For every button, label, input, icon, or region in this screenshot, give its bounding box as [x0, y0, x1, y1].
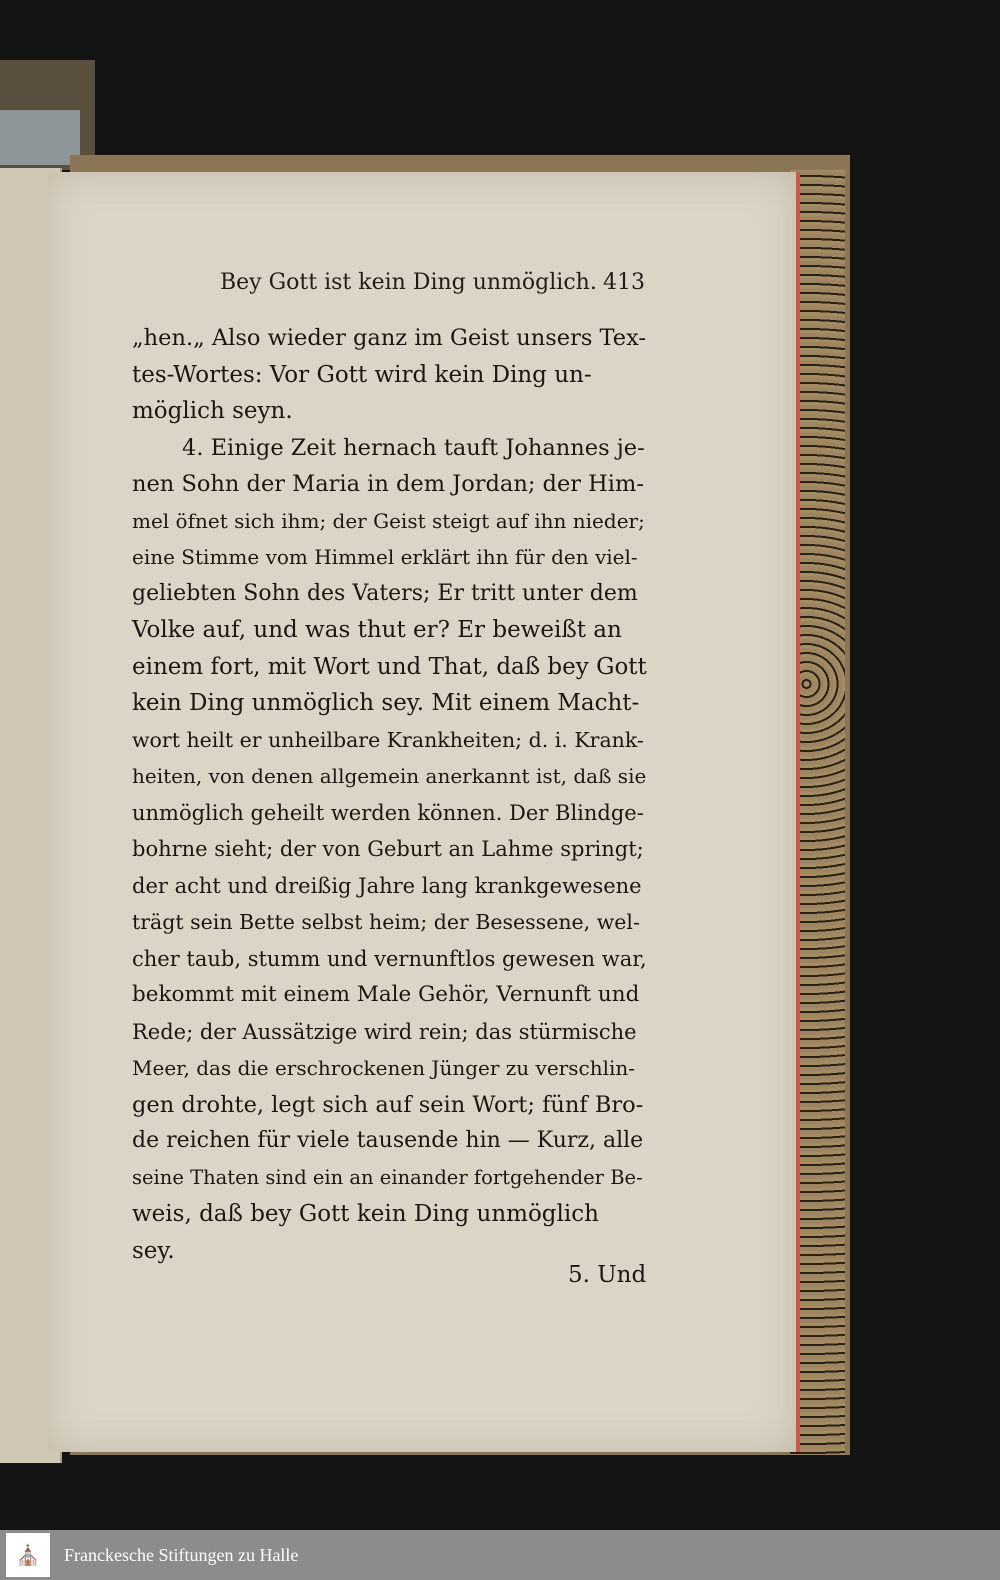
text-line: einem fort, mit Wort und That, daß bey Gott	[132, 653, 647, 680]
institution-logo-icon: ⛪	[6, 1533, 50, 1577]
catchword: 5. Und	[568, 1262, 647, 1288]
text-line: trägt sein Bette selbst heim; der Besessene, wel-	[132, 910, 640, 934]
text-line: gen drohte, legt sich auf sein Wort; fünf Bro-	[132, 1091, 644, 1118]
text-line: wort heilt er unheilbare Krankheiten; d. i. Krank-	[132, 727, 644, 752]
text-line: Volke auf, und was thut er? Er beweißt an	[132, 617, 622, 643]
text-line: 4. Einige Zeit hernach tauft Johannes je-	[182, 434, 645, 461]
text-line: sey.	[132, 1237, 175, 1264]
page-body-text	[132, 320, 647, 1269]
text-line: eine Stimme vom Himmel erklärt ihn für den viel-	[132, 545, 638, 569]
text-line: der acht und dreißig Jahre lang krankgewesene	[132, 873, 642, 898]
text-line: Meer, das die erschrockenen Jünger zu verschlin-	[132, 1056, 636, 1080]
text-line: unmöglich geheilt werden können. Der Blindge-	[132, 800, 644, 825]
text-line: geliebten Sohn des Vaters; Er tritt unter dem	[132, 580, 638, 606]
text-line: tes-Wortes: Vor Gott wird kein Ding un-	[132, 361, 592, 388]
page-number: 413	[603, 270, 645, 295]
running-head-title: Bey Gott ist kein Ding unmöglich.	[220, 270, 597, 295]
text-line: Rede; der Aussätzige wird rein; das stürmische	[132, 1019, 637, 1044]
text-line: heiten, von denen allgemein anerkannt ist, daß sie	[132, 764, 647, 788]
text-line: kein Ding unmöglich sey. Mit einem Macht-	[132, 690, 640, 716]
text-line: de reichen für viele tausende hin — Kurz, alle	[132, 1128, 644, 1153]
text-line: nen Sohn der Maria in dem Jordan; der Him-	[132, 471, 644, 497]
text-line: seine Thaten sind ein an einander fortgehender Be-	[132, 1165, 643, 1189]
text-line: bekommt mit einem Male Gehör, Vernunft und	[132, 982, 640, 1007]
text-line: mel öfnet sich ihm; der Geist steigt auf ihn nieder;	[132, 508, 645, 533]
binding-cloth	[0, 110, 80, 165]
footer-institution-name: Franckesche Stiftungen zu Halle	[64, 1544, 299, 1565]
text-line: möglich seyn.	[132, 398, 293, 424]
text-line: cher taub, stumm und vernunftlos gewesen war,	[132, 946, 647, 971]
text-line: weis, daß bey Gott kein Ding unmöglich	[132, 1201, 599, 1227]
running-header	[220, 270, 645, 295]
footer-bar	[0, 1530, 1000, 1580]
text-line: „hen.„ Also wieder ganz im Geist unsers Tex-	[132, 325, 646, 351]
text-line: bohrne sieht; der von Geburt an Lahme springt;	[132, 837, 644, 861]
